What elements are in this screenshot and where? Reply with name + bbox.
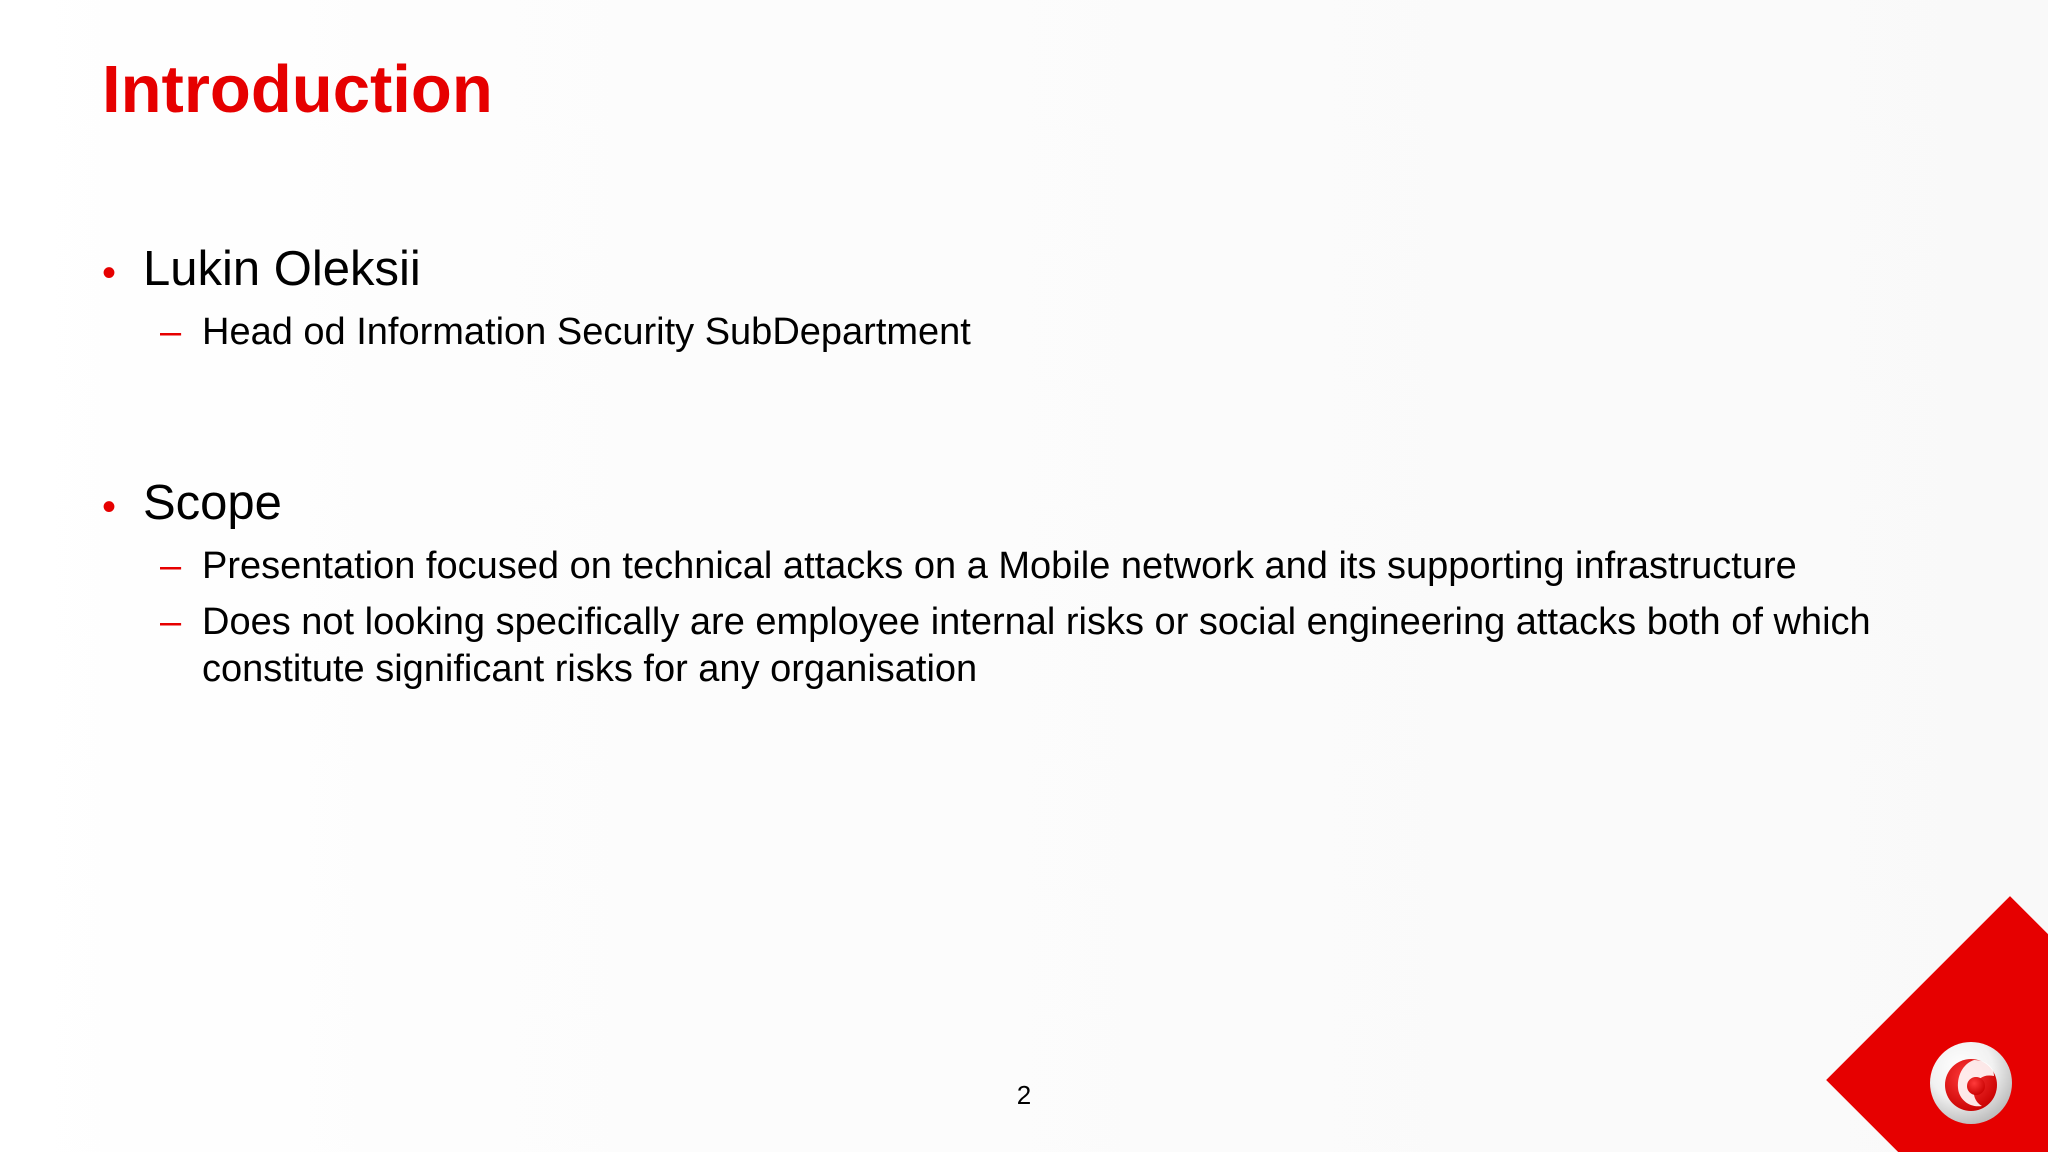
speaker-details: [102, 309, 1902, 356]
speaker-role-text: Head od Information Security SubDepartment: [202, 310, 971, 353]
dash: –: [160, 544, 182, 587]
section-speaker: [102, 240, 1902, 356]
scope-details: [102, 543, 1902, 693]
slide-content: [102, 240, 1902, 693]
bullet-scope: [102, 474, 1902, 533]
scope-heading: Scope: [143, 475, 282, 530]
vodafone-speechmark-icon: [1928, 1040, 2014, 1126]
bullet-dot: •: [102, 251, 117, 295]
scope-item-exclusions-text: Does not looking specifically are employee internal risks or social engineering attacks both of which constitute significant risks for any organisation: [202, 600, 1871, 690]
speaker-name: Lukin Oleksii: [143, 242, 421, 296]
dash: –: [160, 600, 182, 643]
vodafone-speechmark-icon: [1928, 1040, 2014, 1126]
section-scope: [102, 474, 1902, 693]
bullet-speaker: [102, 240, 1902, 299]
page-number: 2: [1016, 1080, 1032, 1110]
scope-item-technical: [102, 543, 1902, 590]
dash: –: [160, 310, 182, 353]
slide-title: Introduction: [102, 52, 493, 127]
speaker-role: [102, 309, 1902, 356]
scope-item-exclusions: [102, 599, 1902, 693]
bullet-dot: •: [102, 484, 117, 529]
scope-item-technical-text: Presentation focused on technical attacks on a Mobile network and its supporting infrastructure: [202, 544, 1797, 587]
